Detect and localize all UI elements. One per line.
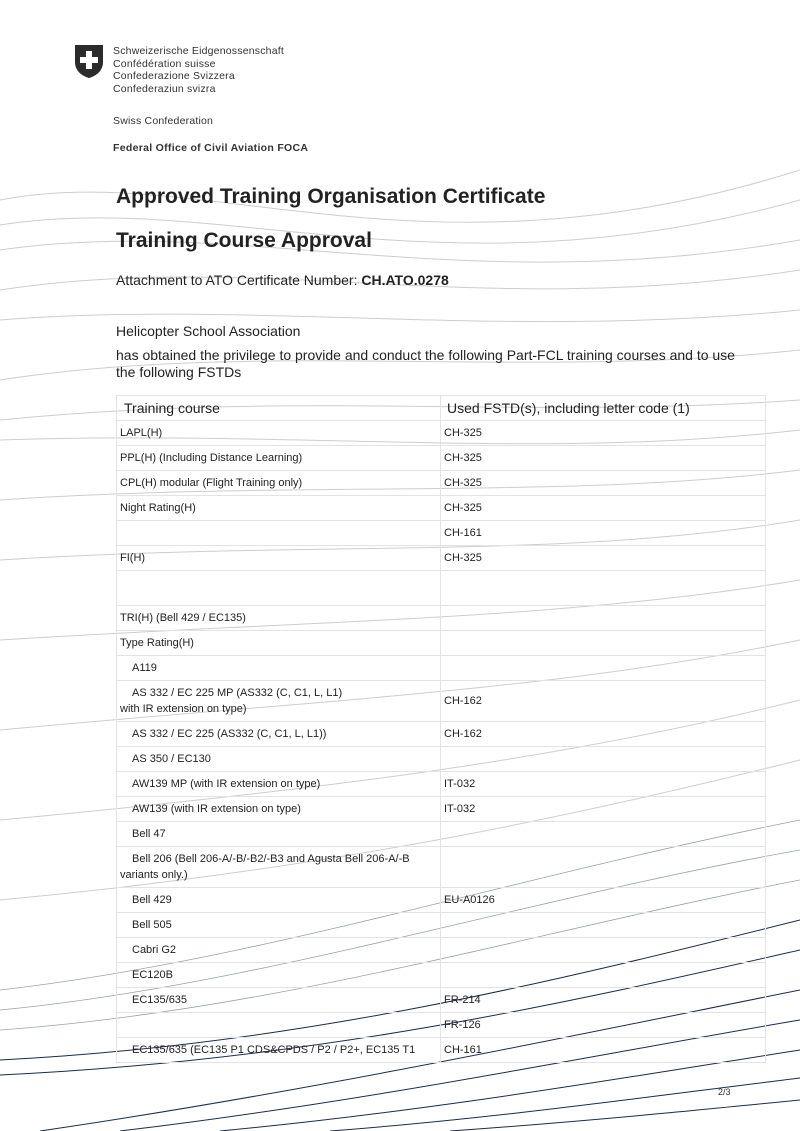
course-cell: Bell 429 [117,888,441,913]
fstd-cell [441,606,766,631]
table-row [117,571,766,606]
swiss-coat-of-arms-icon [74,44,104,79]
fstd-cell: CH-162 [441,681,766,722]
table-row [117,797,766,822]
table-row [117,421,766,446]
fstd-cell: CH-325 [441,421,766,446]
course-cell: FI(H) [117,546,441,571]
table-row [117,631,766,656]
course-cell [117,571,441,606]
holder-name: Helicopter School Association [116,323,301,339]
header-training-course: Training course [117,396,441,421]
course-table [116,395,766,1063]
table-row [117,822,766,847]
confederation-names [113,45,284,95]
table-row [117,963,766,988]
course-cell: EC135/635 [117,988,441,1013]
fstd-cell [441,938,766,963]
fstd-cell: CH-325 [441,446,766,471]
course-cell: Bell 47 [117,822,441,847]
course-cell: Bell 505 [117,913,441,938]
table-row [117,747,766,772]
privilege-text: has obtained the privilege to provide and conduct the following Part-FCL training courses and to use the following FSTDs [116,347,735,380]
fstd-cell: CH-325 [441,496,766,521]
fstd-cell: FR-126 [441,1013,766,1038]
table-row [117,847,766,888]
table-row [117,471,766,496]
fstd-cell [441,822,766,847]
course-cell: LAPL(H) [117,421,441,446]
document-title: Approved Training Organisation Certificate [116,185,546,208]
table-row [117,546,766,571]
fstd-cell: CH-325 [441,546,766,571]
course-cell: AW139 (with IR extension on type) [117,797,441,822]
course-cell: AS 350 / EC130 [117,747,441,772]
course-line-2: variants only.) [120,869,188,881]
fstd-cell [441,571,766,606]
fstd-cell: IT-032 [441,772,766,797]
name-english: Swiss Confederation [113,115,214,127]
attachment-line [116,272,449,288]
course-cell: Type Rating(H) [117,631,441,656]
fstd-cell [441,913,766,938]
course-cell: PPL(H) (Including Distance Learning) [117,446,441,471]
course-cell [117,847,441,888]
course-cell [117,681,441,722]
name-french: Confédération suisse [113,57,216,70]
table-row [117,772,766,797]
course-cell: AW139 MP (with IR extension on type) [117,772,441,797]
table-row [117,446,766,471]
table-row [117,496,766,521]
fstd-cell: CH-161 [441,521,766,546]
course-cell: AS 332 / EC 225 (AS332 (C, C1, L, L1)) [117,722,441,747]
table-row [117,988,766,1013]
course-cell [117,1013,441,1038]
table-row [117,938,766,963]
course-line-1: AS 332 / EC 225 MP (AS332 (C, C1, L, L1) [132,687,343,699]
fstd-cell: FR-214 [441,988,766,1013]
course-cell: EC120B [117,963,441,988]
course-cell [117,521,441,546]
course-cell: A119 [117,656,441,681]
table-row [117,656,766,681]
course-cell: EC135/635 (EC135 P1 CDS&CPDS / P2 / P2+, EC135 T1 [117,1038,441,1063]
fstd-cell: EU-A0126 [441,888,766,913]
office-name: Federal Office of Civil Aviation FOCA [113,142,309,154]
table-row [117,913,766,938]
fstd-cell: CH-162 [441,722,766,747]
course-cell: TRI(H) (Bell 429 / EC135) [117,606,441,631]
fstd-cell: CH-325 [441,471,766,496]
fstd-cell: IT-032 [441,797,766,822]
course-cell: Cabri G2 [117,938,441,963]
attachment-label: Attachment to ATO Certificate Number: [116,272,362,288]
table-row [117,681,766,722]
name-german: Schweizerische Eidgenossenschaft [113,45,284,57]
name-romansh: Confederaziun svizra [113,82,216,95]
course-cell: CPL(H) modular (Flight Training only) [117,471,441,496]
fstd-cell: CH-161 [441,1038,766,1063]
page-number: 2/3 [718,1087,731,1097]
table-row [117,606,766,631]
fstd-cell [441,631,766,656]
certificate-number: CH.ATO.0278 [361,272,449,288]
fstd-cell [441,747,766,772]
header-fstd: Used FSTD(s), including letter code (1) [441,396,766,421]
name-italian: Confederazione Svizzera [113,70,235,83]
table-row [117,1013,766,1038]
course-cell: Night Rating(H) [117,496,441,521]
table-row [117,521,766,546]
course-line-1: Bell 206 (Bell 206-A/-B/-B2/-B3 and Agusta Bell 206-A/-B [132,853,410,865]
table-row [117,888,766,913]
fstd-cell [441,847,766,888]
table-row [117,722,766,747]
table-row [117,1038,766,1063]
table-header-row [117,396,766,421]
course-line-2: with IR extension on type) [120,703,247,715]
document-subtitle: Training Course Approval [116,229,372,252]
fstd-cell [441,963,766,988]
fstd-cell [441,656,766,681]
